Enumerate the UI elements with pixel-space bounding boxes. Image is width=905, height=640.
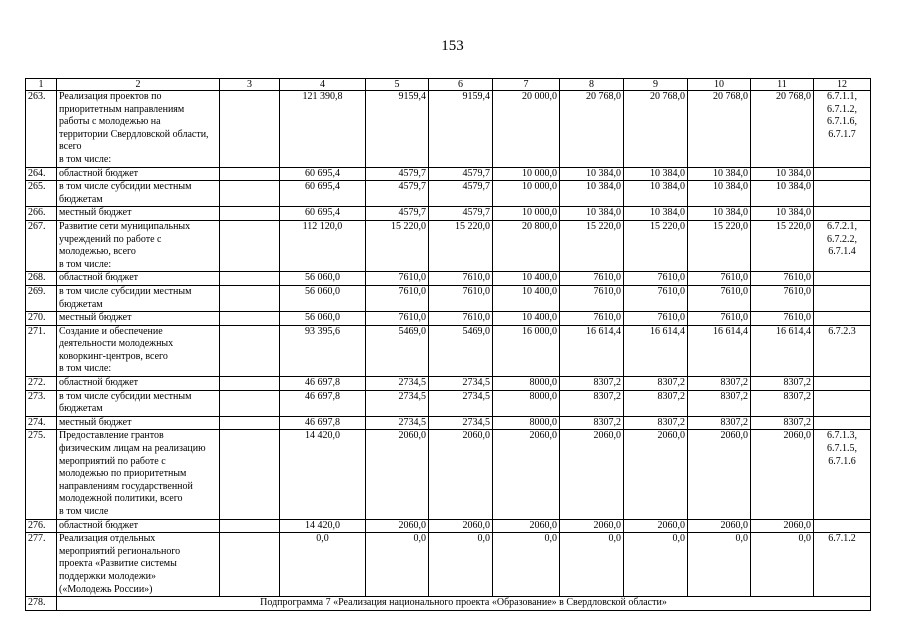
value-cell-c7: 2060,0 xyxy=(493,519,560,533)
value-cell-c8: 7610,0 xyxy=(560,272,624,286)
column-header-10: 10 xyxy=(688,79,751,91)
cell-line: Реализация отдельных xyxy=(59,533,156,545)
value-cell-c9: 10 384,0 xyxy=(624,181,688,207)
value-cell-c6: 5469,0 xyxy=(429,325,493,376)
value-cell-c7: 10 000,0 xyxy=(493,207,560,221)
table-row xyxy=(26,272,871,286)
column-header-2: 2 xyxy=(57,79,220,91)
target-refs-cell xyxy=(814,91,871,168)
page-number: 153 xyxy=(441,38,464,54)
value-cell-c11: 2060,0 xyxy=(751,519,814,533)
value-cell-c8: 10 384,0 xyxy=(560,167,624,181)
value-cell-c7: 10 400,0 xyxy=(493,272,560,286)
cell-line: работы с молодежью на xyxy=(59,116,161,128)
value-cell-c8: 15 220,0 xyxy=(560,220,624,271)
cell-line: 6.7.2.1, 6.7.2.2, xyxy=(827,220,857,245)
value-cell-c11: 7610,0 xyxy=(751,312,814,326)
value-cell-c9: 10 384,0 xyxy=(624,167,688,181)
target-refs-cell xyxy=(814,220,871,271)
description-cell xyxy=(57,91,220,168)
value-cell-c10: 15 220,0 xyxy=(688,220,751,271)
value-cell-c5: 15 220,0 xyxy=(366,220,429,271)
row-number-cell: 273. xyxy=(26,390,57,416)
value-cell-c10: 2060,0 xyxy=(688,430,751,519)
table-row xyxy=(26,325,871,376)
description-cell xyxy=(57,519,220,533)
value-cell-c6: 4579,7 xyxy=(429,207,493,221)
table-row xyxy=(26,377,871,391)
value-cell-c4: 112 120,0 xyxy=(280,220,366,271)
value-cell-c10: 10 384,0 xyxy=(688,207,751,221)
column-3-cell xyxy=(220,533,280,597)
value-cell-c11: 2060,0 xyxy=(751,430,814,519)
column-header-11: 11 xyxy=(751,79,814,91)
value-cell-c9: 8307,2 xyxy=(624,377,688,391)
column-header-12: 12 xyxy=(814,79,871,91)
column-header-1: 1 xyxy=(26,79,57,91)
value-cell-c5: 2060,0 xyxy=(366,519,429,533)
value-cell-c9: 8307,2 xyxy=(624,390,688,416)
cell-line: областной бюджет xyxy=(59,519,139,531)
cell-line: мероприятий регионального xyxy=(59,545,181,557)
value-cell-c5: 2734,5 xyxy=(366,416,429,430)
value-cell-c6: 9159,4 xyxy=(429,91,493,168)
value-cell-c8: 10 384,0 xyxy=(560,207,624,221)
value-cell-c11: 8307,2 xyxy=(751,416,814,430)
value-cell-c5: 7610,0 xyxy=(366,272,429,286)
value-cell-c4: 121 390,8 xyxy=(280,91,366,168)
table-row xyxy=(26,167,871,181)
value-cell-c9: 7610,0 xyxy=(624,312,688,326)
cell-line: бюджетам xyxy=(59,193,103,205)
value-cell-c6: 2060,0 xyxy=(429,430,493,519)
cell-line: бюджетам xyxy=(59,403,103,415)
row-number-cell: 277. xyxy=(26,533,57,597)
value-cell-c5: 2060,0 xyxy=(366,430,429,519)
column-3-cell xyxy=(220,377,280,391)
cell-line: поддержки молодежи» xyxy=(59,570,156,582)
description-cell xyxy=(57,325,220,376)
value-cell-c8: 2060,0 xyxy=(560,519,624,533)
value-cell-c5: 0,0 xyxy=(366,533,429,597)
value-cell-c6: 7610,0 xyxy=(429,285,493,311)
cell-line: Создание и обеспечение xyxy=(59,325,163,337)
value-cell-c11: 8307,2 xyxy=(751,390,814,416)
value-cell-c8: 16 614,4 xyxy=(560,325,624,376)
value-cell-c10: 7610,0 xyxy=(688,272,751,286)
value-cell-c4: 0,0 xyxy=(280,533,366,597)
value-cell-c10: 7610,0 xyxy=(688,312,751,326)
value-cell-c11: 8307,2 xyxy=(751,377,814,391)
value-cell-c7: 10 400,0 xyxy=(493,285,560,311)
column-3-cell xyxy=(220,285,280,311)
column-3-cell xyxy=(220,91,280,168)
value-cell-c9: 8307,2 xyxy=(624,416,688,430)
value-cell-c11: 15 220,0 xyxy=(751,220,814,271)
value-cell-c9: 10 384,0 xyxy=(624,207,688,221)
subprogram-title-cell: Подпрограмма 7 «Реализация национального проекта «Образование» в Свердловской области» xyxy=(57,597,871,611)
value-cell-c8: 8307,2 xyxy=(560,390,624,416)
cell-line: всего xyxy=(59,141,82,153)
value-cell-c4: 14 420,0 xyxy=(280,430,366,519)
value-cell-c9: 7610,0 xyxy=(624,285,688,311)
row-number-cell: 266. xyxy=(26,207,57,221)
row-number-cell: 278. xyxy=(26,597,57,611)
row-number-cell: 276. xyxy=(26,519,57,533)
target-refs-cell xyxy=(814,430,871,519)
cell-line: 6.7.1.6, 6.7.1.7 xyxy=(827,116,857,140)
row-number-cell: 264. xyxy=(26,167,57,181)
row-number-cell: 275. xyxy=(26,430,57,519)
value-cell-c10: 16 614,4 xyxy=(688,325,751,376)
cell-line: Развитие сети муниципальных xyxy=(59,220,191,232)
value-cell-c4: 93 395,6 xyxy=(280,325,366,376)
description-cell xyxy=(57,181,220,207)
cell-line: направлениям государственной xyxy=(59,480,193,492)
cell-line: территории Свердловской области, xyxy=(59,128,209,140)
value-cell-c10: 8307,2 xyxy=(688,390,751,416)
value-cell-c7: 10 400,0 xyxy=(493,312,560,326)
description-cell xyxy=(57,377,220,391)
value-cell-c11: 7610,0 xyxy=(751,285,814,311)
value-cell-c9: 20 768,0 xyxy=(624,91,688,168)
value-cell-c7: 8000,0 xyxy=(493,416,560,430)
column-header-8: 8 xyxy=(560,79,624,91)
value-cell-c9: 2060,0 xyxy=(624,430,688,519)
cell-line: молодежной политики, всего xyxy=(59,493,183,505)
value-cell-c7: 2060,0 xyxy=(493,430,560,519)
value-cell-c4: 46 697,8 xyxy=(280,390,366,416)
value-cell-c10: 10 384,0 xyxy=(688,167,751,181)
value-cell-c11: 10 384,0 xyxy=(751,181,814,207)
target-refs-cell xyxy=(814,167,871,181)
value-cell-c11: 7610,0 xyxy=(751,272,814,286)
value-cell-c10: 8307,2 xyxy=(688,416,751,430)
value-cell-c7: 20 000,0 xyxy=(493,91,560,168)
description-cell xyxy=(57,416,220,430)
subprogram-row xyxy=(26,597,871,611)
value-cell-c8: 8307,2 xyxy=(560,416,624,430)
value-cell-c8: 0,0 xyxy=(560,533,624,597)
cell-line: в том числе xyxy=(59,506,109,517)
value-cell-c5: 2734,5 xyxy=(366,390,429,416)
description-cell xyxy=(57,272,220,286)
cell-line: 6.7.2.3 xyxy=(828,325,856,337)
cell-line: приоритетным направлениям xyxy=(59,103,185,115)
target-refs-cell xyxy=(814,390,871,416)
value-cell-c5: 7610,0 xyxy=(366,312,429,326)
cell-line: 6.7.1.1, 6.7.1.2, xyxy=(827,91,857,115)
value-cell-c7: 16 000,0 xyxy=(493,325,560,376)
value-cell-c6: 7610,0 xyxy=(429,272,493,286)
value-cell-c4: 56 060,0 xyxy=(280,272,366,286)
cell-line: в том числе: xyxy=(59,153,112,165)
column-3-cell xyxy=(220,430,280,519)
value-cell-c11: 10 384,0 xyxy=(751,167,814,181)
value-cell-c11: 0,0 xyxy=(751,533,814,597)
description-cell xyxy=(57,207,220,221)
value-cell-c7: 0,0 xyxy=(493,533,560,597)
table-row xyxy=(26,207,871,221)
value-cell-c5: 7610,0 xyxy=(366,285,429,311)
row-number-cell: 265. xyxy=(26,181,57,207)
value-cell-c11: 10 384,0 xyxy=(751,207,814,221)
value-cell-c8: 7610,0 xyxy=(560,312,624,326)
cell-line: проекта «Развитие системы xyxy=(59,558,177,570)
value-cell-c7: 10 000,0 xyxy=(493,181,560,207)
description-cell xyxy=(57,430,220,519)
value-cell-c7: 10 000,0 xyxy=(493,167,560,181)
column-3-cell xyxy=(220,167,280,181)
cell-line: («Молодежь России») xyxy=(59,583,153,595)
value-cell-c6: 0,0 xyxy=(429,533,493,597)
table-row xyxy=(26,181,871,207)
cell-line: физическим лицам на реализацию xyxy=(59,443,206,455)
cell-line: в том числе субсидии местным xyxy=(59,285,192,297)
column-header-7: 7 xyxy=(493,79,560,91)
cell-line: учреждений по работе с xyxy=(59,233,162,245)
column-3-cell xyxy=(220,312,280,326)
cell-line: в том числе: xyxy=(59,258,112,270)
column-3-cell xyxy=(220,390,280,416)
value-cell-c7: 20 800,0 xyxy=(493,220,560,271)
row-number-cell: 268. xyxy=(26,272,57,286)
table-row xyxy=(26,533,871,597)
value-cell-c4: 46 697,8 xyxy=(280,377,366,391)
cell-line: в том числе: xyxy=(59,363,112,375)
value-cell-c6: 15 220,0 xyxy=(429,220,493,271)
table-body xyxy=(26,91,871,611)
cell-line: Предоставление грантов xyxy=(59,430,164,442)
target-refs-cell xyxy=(814,207,871,221)
cell-line: местный бюджет xyxy=(59,312,132,324)
description-cell xyxy=(57,390,220,416)
value-cell-c10: 20 768,0 xyxy=(688,91,751,168)
value-cell-c6: 2734,5 xyxy=(429,390,493,416)
value-cell-c10: 0,0 xyxy=(688,533,751,597)
value-cell-c4: 60 695,4 xyxy=(280,207,366,221)
value-cell-c4: 14 420,0 xyxy=(280,519,366,533)
description-cell xyxy=(57,285,220,311)
column-3-cell xyxy=(220,416,280,430)
value-cell-c9: 0,0 xyxy=(624,533,688,597)
column-header-4: 4 xyxy=(280,79,366,91)
value-cell-c4: 56 060,0 xyxy=(280,312,366,326)
cell-line: областной бюджет xyxy=(59,272,139,284)
cell-line: бюджетам xyxy=(59,298,103,310)
value-cell-c9: 7610,0 xyxy=(624,272,688,286)
value-cell-c8: 8307,2 xyxy=(560,377,624,391)
value-cell-c5: 4579,7 xyxy=(366,167,429,181)
value-cell-c11: 16 614,4 xyxy=(751,325,814,376)
value-cell-c10: 8307,2 xyxy=(688,377,751,391)
column-3-cell xyxy=(220,207,280,221)
cell-line: молодежью по приоритетным xyxy=(59,468,187,480)
value-cell-c10: 2060,0 xyxy=(688,519,751,533)
value-cell-c6: 4579,7 xyxy=(429,167,493,181)
value-cell-c4: 60 695,4 xyxy=(280,167,366,181)
value-cell-c5: 5469,0 xyxy=(366,325,429,376)
value-cell-c6: 7610,0 xyxy=(429,312,493,326)
value-cell-c4: 60 695,4 xyxy=(280,181,366,207)
column-header-6: 6 xyxy=(429,79,493,91)
target-refs-cell xyxy=(814,533,871,597)
value-cell-c7: 8000,0 xyxy=(493,377,560,391)
target-refs-cell xyxy=(814,519,871,533)
cell-line: местный бюджет xyxy=(59,416,132,428)
column-header-5: 5 xyxy=(366,79,429,91)
column-3-cell xyxy=(220,519,280,533)
target-refs-cell xyxy=(814,285,871,311)
table-row xyxy=(26,390,871,416)
table-header-row xyxy=(26,79,871,91)
row-number-cell: 274. xyxy=(26,416,57,430)
row-number-cell: 272. xyxy=(26,377,57,391)
value-cell-c6: 2734,5 xyxy=(429,377,493,391)
cell-line: коворкинг-центров, всего xyxy=(59,350,168,362)
value-cell-c5: 9159,4 xyxy=(366,91,429,168)
value-cell-c9: 16 614,4 xyxy=(624,325,688,376)
cell-line: молодежью, всего xyxy=(59,246,136,258)
value-cell-c6: 2060,0 xyxy=(429,519,493,533)
value-cell-c7: 8000,0 xyxy=(493,390,560,416)
cell-line: областной бюджет xyxy=(59,377,139,389)
target-refs-cell xyxy=(814,325,871,376)
value-cell-c11: 20 768,0 xyxy=(751,91,814,168)
value-cell-c8: 7610,0 xyxy=(560,285,624,311)
cell-line: в том числе субсидии местным xyxy=(59,181,192,193)
target-refs-cell xyxy=(814,272,871,286)
row-number-cell: 271. xyxy=(26,325,57,376)
cell-line: мероприятий по работе с xyxy=(59,455,166,467)
cell-line: областной бюджет xyxy=(59,167,139,179)
target-refs-cell xyxy=(814,377,871,391)
cell-line: 6.7.1.3, 6.7.1.5, xyxy=(827,430,857,455)
cell-line: Реализация проектов по xyxy=(59,91,162,102)
column-3-cell xyxy=(220,220,280,271)
target-refs-cell xyxy=(814,181,871,207)
table-row xyxy=(26,220,871,271)
description-cell xyxy=(57,220,220,271)
row-number-cell: 267. xyxy=(26,220,57,271)
description-cell xyxy=(57,312,220,326)
value-cell-c5: 4579,7 xyxy=(366,207,429,221)
description-cell xyxy=(57,167,220,181)
table-row xyxy=(26,285,871,311)
table-row xyxy=(26,91,871,168)
value-cell-c8: 10 384,0 xyxy=(560,181,624,207)
target-refs-cell xyxy=(814,416,871,430)
value-cell-c8: 20 768,0 xyxy=(560,91,624,168)
column-3-cell xyxy=(220,325,280,376)
column-header-3: 3 xyxy=(220,79,280,91)
value-cell-c8: 2060,0 xyxy=(560,430,624,519)
cell-line: в том числе субсидии местным xyxy=(59,390,192,402)
budget-table xyxy=(25,78,871,611)
value-cell-c10: 10 384,0 xyxy=(688,181,751,207)
cell-line: местный бюджет xyxy=(59,207,132,219)
cell-line: 6.7.1.2 xyxy=(828,533,856,545)
value-cell-c6: 2734,5 xyxy=(429,416,493,430)
description-cell xyxy=(57,533,220,597)
value-cell-c4: 56 060,0 xyxy=(280,285,366,311)
value-cell-c5: 4579,7 xyxy=(366,181,429,207)
table-row xyxy=(26,430,871,519)
value-cell-c9: 2060,0 xyxy=(624,519,688,533)
value-cell-c9: 15 220,0 xyxy=(624,220,688,271)
cell-line: деятельности молодежных xyxy=(59,338,174,350)
value-cell-c5: 2734,5 xyxy=(366,377,429,391)
cell-line: 6.7.1.4 xyxy=(828,246,856,258)
value-cell-c10: 7610,0 xyxy=(688,285,751,311)
column-header-9: 9 xyxy=(624,79,688,91)
row-number-cell: 270. xyxy=(26,312,57,326)
value-cell-c4: 46 697,8 xyxy=(280,416,366,430)
value-cell-c6: 4579,7 xyxy=(429,181,493,207)
column-3-cell xyxy=(220,272,280,286)
table-row xyxy=(26,519,871,533)
column-3-cell xyxy=(220,181,280,207)
cell-line: 6.7.1.6 xyxy=(828,455,856,467)
table-row xyxy=(26,416,871,430)
row-number-cell: 269. xyxy=(26,285,57,311)
row-number-cell: 263. xyxy=(26,91,57,168)
table-row xyxy=(26,312,871,326)
target-refs-cell xyxy=(814,312,871,326)
